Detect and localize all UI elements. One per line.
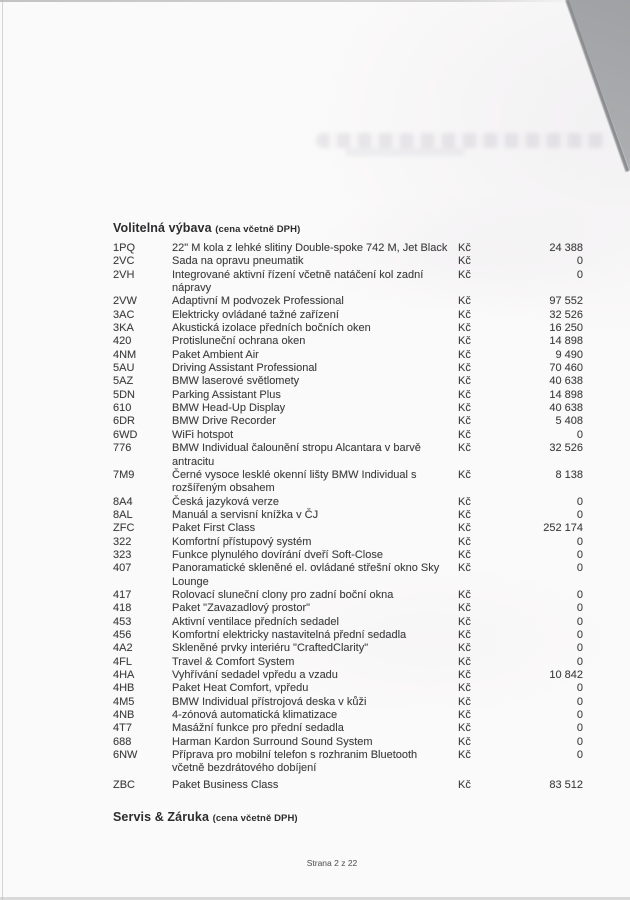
option-code: 453	[113, 615, 132, 628]
table-row	[113, 589, 583, 602]
option-price: 40 638	[549, 375, 583, 388]
option-price: 0	[576, 735, 583, 748]
option-price: 0	[576, 535, 583, 548]
option-description: Driving Assistant Professional	[172, 362, 317, 375]
section-title-note: (cena včetně DPH)	[212, 813, 298, 825]
option-price: 0	[576, 722, 583, 735]
option-price: 16 250	[549, 322, 583, 335]
option-price: 14 898	[549, 335, 583, 348]
table-row	[113, 496, 583, 509]
option-description: Masážní funkce pro přední sedadla	[172, 722, 344, 735]
currency-label: Kč	[458, 749, 471, 762]
currency-label: Kč	[458, 268, 471, 281]
option-description: Komfortní elektricky nastavitelná přední sedadla	[172, 628, 407, 641]
service-section-title	[113, 810, 583, 824]
table-row	[113, 549, 583, 562]
option-price: 0	[576, 268, 583, 281]
option-code: 456	[113, 628, 132, 641]
currency-label: Kč	[458, 655, 471, 668]
option-price: 83 512	[549, 778, 583, 791]
option-code: 4M5	[113, 695, 135, 708]
option-code: 420	[113, 335, 132, 348]
option-description: BMW laserové světlomety	[172, 375, 300, 388]
currency-label: Kč	[458, 628, 471, 641]
option-code: 6DR	[113, 415, 136, 428]
option-code: 2VC	[113, 255, 135, 268]
option-description: Parking Assistant Plus	[172, 388, 281, 401]
options-section-title	[113, 221, 583, 235]
currency-label: Kč	[458, 428, 471, 441]
table-row	[113, 522, 583, 535]
option-price: 32 526	[549, 308, 583, 321]
option-description: Česká jazyková verze	[172, 495, 279, 508]
option-price: 0	[576, 695, 583, 708]
option-code: 4HA	[113, 669, 135, 681]
currency-label: Kč	[458, 602, 471, 615]
table-row	[113, 736, 583, 749]
table-row	[113, 349, 583, 362]
option-code: 4NM	[113, 348, 137, 361]
table-row	[113, 269, 583, 296]
option-price: 0	[576, 655, 583, 668]
option-description: Akustická izolace předních bočních oken	[172, 322, 371, 335]
table-row	[113, 429, 583, 442]
option-price: 252 174	[543, 522, 583, 535]
option-code: 322	[113, 535, 132, 548]
option-code: 3KA	[113, 322, 134, 335]
option-price: 24 388	[549, 242, 583, 254]
option-description: BMW Drive Recorder	[172, 415, 276, 428]
currency-label: Kč	[458, 535, 471, 548]
option-price: 9 490	[555, 348, 583, 361]
table-row	[113, 255, 583, 268]
option-description: Panoramatické skleněné el. ovládané střešní okno Sky Lounge	[172, 562, 440, 588]
option-code: 2VW	[113, 295, 137, 308]
option-price: 0	[576, 508, 583, 521]
option-description: 4-zónová automatická klimatizace	[172, 709, 338, 722]
option-price: 0	[576, 682, 583, 695]
table-row	[113, 642, 583, 655]
option-code: 8A4	[113, 495, 133, 508]
option-code: 1PQ	[113, 242, 136, 254]
scan-left-edge	[2, 0, 3, 900]
table-row	[113, 669, 583, 682]
option-code: 417	[113, 588, 132, 601]
option-code: 6NW	[113, 749, 138, 762]
option-description: Paket Heat Comfort, vpředu	[172, 682, 309, 695]
option-code: ZBC	[113, 778, 135, 791]
option-description: Skleněné prvky interiéru "CraftedClarity"	[172, 642, 369, 655]
option-description: Paket Ambient Air	[172, 348, 259, 361]
option-description: Paket "Zavazadlový prostor"	[172, 602, 311, 615]
currency-label: Kč	[458, 548, 471, 561]
currency-label: Kč	[458, 388, 471, 401]
option-description: BMW Individual čalounění stropu Alcantara v barvě antracitu	[172, 442, 421, 468]
table-row	[113, 779, 583, 792]
ink-bleed-through-artifact	[316, 133, 608, 148]
option-price: 0	[576, 588, 583, 601]
table-row	[113, 442, 583, 469]
currency-label: Kč	[458, 615, 471, 628]
table-row	[113, 322, 583, 335]
option-code: 610	[113, 402, 132, 415]
option-code: 688	[113, 735, 132, 748]
option-description: Sada na opravu pneumatik	[172, 255, 304, 268]
option-price: 0	[576, 495, 583, 508]
table-row	[113, 309, 583, 322]
option-description: Elektricky ovládané tažné zařízení	[172, 308, 339, 321]
currency-label: Kč	[458, 722, 471, 735]
option-description: BMW Individual přístrojová deska v kůži	[172, 695, 367, 708]
currency-label: Kč	[458, 588, 471, 601]
page-number-footer: Strana 2 z 22	[306, 858, 358, 868]
currency-label: Kč	[458, 495, 471, 508]
option-code: 5DN	[113, 388, 136, 401]
option-description: Adaptivní M podvozek Professional	[172, 295, 344, 308]
option-price: 70 460	[549, 362, 583, 375]
option-code: 5AZ	[113, 375, 134, 388]
option-description: Černé vysoce lesklé okenní lišty BMW Individual s rozšířeným obsahem	[172, 468, 417, 495]
table-row	[113, 709, 583, 722]
table-row	[113, 415, 583, 428]
option-price: 10 842	[549, 669, 583, 681]
currency-label: Kč	[458, 348, 471, 361]
option-price: 0	[576, 615, 583, 628]
table-row	[113, 616, 583, 629]
option-price: 0	[576, 255, 583, 268]
option-code: 407	[113, 562, 132, 575]
currency-label: Kč	[458, 442, 471, 455]
currency-label: Kč	[458, 322, 471, 335]
option-code: 4T7	[113, 722, 132, 735]
option-code: 323	[113, 548, 132, 561]
option-code: 7M9	[113, 468, 135, 481]
option-code: 4FL	[113, 655, 132, 668]
option-price: 0	[576, 602, 583, 615]
option-description: Protisluneční ochrana oken	[172, 335, 306, 348]
section-title-text: Servis & Záruka	[113, 810, 209, 825]
table-row	[113, 242, 583, 255]
option-description: Rolovací sluneční clony pro zadní boční okna	[172, 588, 394, 601]
table-row	[113, 562, 583, 589]
currency-label: Kč	[458, 335, 471, 348]
option-price: 0	[576, 562, 583, 575]
option-code: 6WD	[113, 428, 138, 441]
currency-label: Kč	[458, 415, 471, 428]
option-price: 0	[576, 628, 583, 641]
currency-label: Kč	[458, 709, 471, 722]
table-row	[113, 402, 583, 415]
option-description: Harman Kardon Surround Sound System	[172, 735, 373, 748]
option-description: Vyhřívání sedadel vpředu a vzadu	[172, 669, 338, 681]
option-code: 8AL	[113, 508, 133, 521]
scan-top-edge	[0, 0, 575, 2]
document-content	[113, 221, 583, 831]
option-description: Funkce plynulého dovírání dveří Soft-Close	[172, 548, 383, 561]
option-price: 0	[576, 709, 583, 722]
table-row	[113, 509, 583, 522]
currency-label: Kč	[458, 735, 471, 748]
currency-label: Kč	[458, 242, 471, 254]
option-price: 0	[576, 548, 583, 561]
table-row	[113, 682, 583, 695]
table-row	[113, 536, 583, 549]
currency-label: Kč	[458, 255, 471, 268]
option-price: 0	[576, 749, 583, 762]
option-price: 0	[576, 642, 583, 655]
table-row	[113, 656, 583, 669]
table-row	[113, 602, 583, 615]
option-code: 3AC	[113, 308, 135, 321]
option-description: BMW Head-Up Display	[172, 402, 286, 415]
option-price: 8 138	[555, 468, 583, 481]
table-row	[113, 749, 583, 776]
currency-label: Kč	[458, 508, 471, 521]
currency-label: Kč	[458, 695, 471, 708]
option-price: 14 898	[549, 388, 583, 401]
option-description: Příprava pro mobilní telefon s rozhranim Bluetooth včetně bezdrátového dobíjení	[172, 749, 418, 775]
currency-label: Kč	[458, 562, 471, 575]
section-title-note: (cena včetně DPH)	[215, 224, 301, 235]
option-price: 32 526	[549, 442, 583, 455]
currency-label: Kč	[458, 375, 471, 388]
option-code: 4A2	[113, 642, 133, 655]
currency-label: Kč	[458, 402, 471, 415]
option-description: WiFi hotspot	[172, 428, 234, 441]
option-description: Paket Business Class	[172, 778, 279, 791]
ink-bleed-through-artifact	[345, 148, 465, 156]
option-price: 0	[576, 428, 583, 441]
table-row	[113, 362, 583, 375]
option-code: 418	[113, 602, 132, 615]
option-code: 4NB	[113, 709, 135, 722]
option-description: Paket First Class	[172, 522, 256, 535]
currency-label: Kč	[458, 642, 471, 655]
table-row	[113, 722, 583, 735]
table-row	[113, 335, 583, 348]
currency-label: Kč	[458, 295, 471, 308]
table-row	[113, 295, 583, 308]
option-description: Komfortní přístupový systém	[172, 535, 312, 548]
currency-label: Kč	[458, 778, 471, 791]
option-price: 5 408	[555, 415, 583, 428]
option-code: 776	[113, 442, 132, 455]
table-row	[113, 389, 583, 402]
currency-label: Kč	[458, 682, 471, 695]
option-code: 2VH	[113, 268, 135, 281]
section-title-text: Volitelná výbava	[113, 221, 212, 235]
option-description: 22" M kola z lehké slitiny Double-spoke 742 M, Jet Black	[172, 242, 448, 254]
option-description: Aktivní ventilace předních sedadel	[172, 615, 339, 628]
table-row	[113, 469, 583, 496]
option-code: ZFC	[113, 522, 135, 535]
option-price: 40 638	[549, 402, 583, 415]
option-price: 97 552	[549, 295, 583, 308]
option-description: Integrované aktivní řízení včetně natáčení kol zadní nápravy	[172, 268, 424, 295]
table-row	[113, 629, 583, 642]
table-row	[113, 696, 583, 709]
currency-label: Kč	[458, 669, 471, 681]
options-table	[113, 242, 583, 792]
option-code: 5AU	[113, 362, 135, 375]
currency-label: Kč	[458, 362, 471, 375]
option-code: 4HB	[113, 682, 135, 695]
table-row	[113, 375, 583, 388]
currency-label: Kč	[458, 468, 471, 481]
option-description: Manuál a servisní knížka v ČJ	[172, 508, 319, 521]
currency-label: Kč	[458, 308, 471, 321]
option-description: Travel & Comfort System	[172, 655, 295, 668]
currency-label: Kč	[458, 522, 471, 535]
